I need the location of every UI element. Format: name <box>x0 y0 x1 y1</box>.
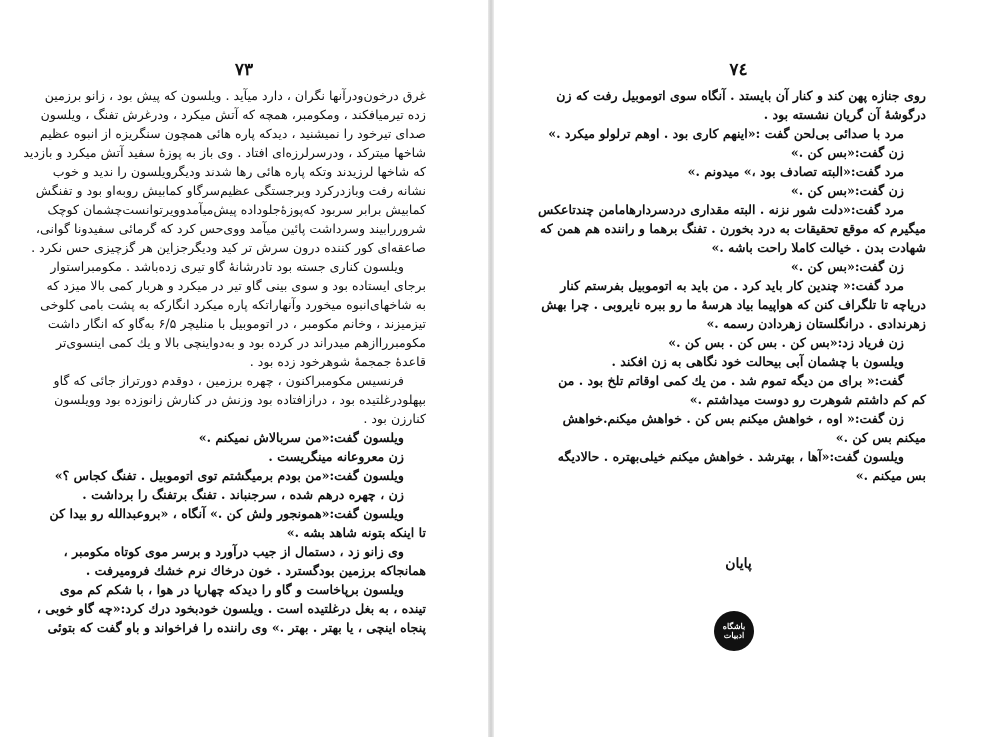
text-line: ویلسون برپاخاست و گاو را دیدکه چهارپا در هوا ، با شکم کم موی <box>59 582 404 597</box>
text-line: مکومبرراازهم میدراند در کرده بود و به‌دواینچی بالا و یك کمی اینسوی‌تر <box>55 335 426 350</box>
text-line: تیزمیزند ، وخانم مکومبر ، در اتوموبیل با منلیچر ۶/۵ به‌گاو که انگار داشت <box>47 316 426 331</box>
publisher-logo-line1: باشگاه <box>722 621 746 631</box>
text-line: زن گفت:« اوه ، خواهش میکنم بس کن . خواهش میکنم.خواهش <box>562 411 904 426</box>
text-line: پنجاه اینچی ، یا بهتر . بهتر .» وی راننده را فراخواند و باو گفت که بتوئی <box>47 620 426 635</box>
text-line: صاعقه‌ای کور کننده درون سرش تر کید ودیگرجزاین هر گزچیزی حس نکرد . <box>31 240 426 255</box>
text-line: تینده ، به بغل درغلتیده است . ویلسون خودبخود درك کرد:«چه گاو خوبی ، <box>36 601 426 616</box>
text-line: بپهلودرغلتیده بود ، درازافتاده بود وزنش در کنارش زانوزده بود وویلسون <box>54 392 426 407</box>
text-line: غرق درخون‌ودرآنها نگران ، دارد میآید . ویلسون که پیش بود ، زانو برزمین <box>44 88 426 103</box>
publisher-logo-icon <box>714 611 754 651</box>
text-line: کنارزن بود . <box>363 411 426 426</box>
left-page-text <box>23 86 426 637</box>
left-page-number: ۷۳ <box>234 60 254 80</box>
text-line: به شاخهای‌انبوه میخورد وآنهاراتکه پاره میکرد انگارکه به پشت بامی کلوخی <box>40 297 426 312</box>
right-page-text <box>538 86 926 485</box>
text-line: کمابیش برابر سربود که‌پوزهٔ‌جلوداده پیش‌میآمدوویرتوانست‌چشمان کوچک <box>47 202 426 217</box>
text-line: شروررابیند وسرداشت پائین میآمد ووی‌حس کرد که گرمائی سفیدونا گوانی، <box>35 221 426 236</box>
text-line: زده تیرمیافکند ، ومکومبر، همچه که آتش میکرد ، ودرغرش تفنگ ، ویلسون <box>40 107 426 122</box>
text-line: زهرندادی . درانگلستان زهردادن رسمه .» <box>706 316 926 331</box>
text-line: دریاچه تا تلگراف کنن که هواپیما بیاد هرسهٔ ما رو ببره نایروبی . چرا بهش <box>541 297 926 312</box>
text-line: مرد با صدائی بی‌لحن گفت :«اینهم کاری بود . اوهم ترلولو میکرد .» <box>548 126 904 141</box>
text-line: ویلسون گفت:«آها ، بهترشد . خواهش میکنم خیلی‌بهتره . حالادیگه <box>557 449 904 464</box>
right-page <box>494 0 983 737</box>
text-line: ویلسون با چشمان آبی بیحالت خود نگاهی به زن افکند . <box>611 354 904 369</box>
text-line: شهادت بدن . خیالت کاملا راحت باشه .» <box>711 240 926 255</box>
text-line: نشانه رفت وبازدرکرد وبرجستگی عظیم‌سرگاو کمابیش روبه‌او بود و تفنگش <box>35 183 426 198</box>
left-page <box>0 0 488 737</box>
text-line: ویلسون گفت:«همونجور ولش کن .» آنگاه ، «بروعبدالله رو بیدا کن <box>49 506 404 521</box>
end-label: پایان <box>725 556 752 572</box>
publisher-logo-line2: ادبیات <box>723 630 745 640</box>
text-line: زن ، چهره درهم شده ، سرجنباند . تفنگ برتفنگ را برداشت . <box>82 487 404 502</box>
text-line: مرد گفت:« چندین کار باید کرد . من باید به اتوموبیل بفرستم کنار <box>560 278 904 293</box>
text-line: برجای ایستاده بود و سوی بینی گاو تیر در میکرد و هربار کمی بالا میزد که <box>46 278 426 293</box>
text-line: زن گفت:«بس کن .» <box>790 145 904 160</box>
text-line: ویلسون کناری جسته بود تادرشانهٔ گاو تیری زده‌باشد . مکومبراستوار <box>50 259 404 274</box>
right-page-number: ۷٤ <box>729 60 748 80</box>
text-line: ویلسون گفت:«من بودم برمیگشتم توی اتوموبیل . تفنگ کجاس ؟» <box>54 468 404 483</box>
text-line: که شاخها لرزیدند وتکه پاره هائی رها شدند ودیگرویلسون را ندید و خوب <box>52 164 426 179</box>
text-line: کم کم داشتم شوهرت رو دوست میداشتم .» <box>689 392 926 407</box>
text-line: تا اینکه بتونه شاهد بشه .» <box>286 525 426 540</box>
text-line: فرنسیس مکومبراکنون ، چهره برزمین ، دوقدم دورتراز جائی که گاو <box>53 373 404 388</box>
text-line: میکنم بس کن .» <box>835 430 926 445</box>
text-line: گفت:« برای من دیگه تموم شد . من یك کمی اوقاتم تلخ بود . من <box>558 373 904 388</box>
text-line: شاخها میترکد ، ودرسرلرزه‌ای افتاد . وی باز به پوزهٔ سفید آتش میکرد و بازدید <box>23 145 426 160</box>
text-line: زن گفت:«بس کن .» <box>790 183 904 198</box>
text-line: قاعدهٔ جمجمهٔ شوهرخود زده بود . <box>249 354 426 369</box>
text-line: روی جنازه پهن کند و کنار آن بایستد . آنگاه سوی اتوموبیل رفت که زن <box>556 88 926 103</box>
text-line: همانجاکه برزمین بودگسترد . خون درخاك نرم خشك فرومیرفت . <box>85 563 426 578</box>
text-line: میگیرم که موقع تحقیقات به درد بخورن . تفنگ برهما و راننده هم همن که <box>539 221 926 236</box>
text-line: زن گفت:«بس کن .» <box>790 259 904 274</box>
text-line: درگوشهٔ آن گریان نشسته بود . <box>763 107 926 122</box>
text-line: ویلسون گفت:«من سربالاش نمیکنم .» <box>198 430 404 445</box>
text-line: مرد گفت:«دلت شور نزنه . البته مقداری دردسردارهامامن چندتاعکس <box>538 202 904 217</box>
text-line: زن معروعانه مینگریست . <box>268 449 404 464</box>
text-line: بس میکنم .» <box>855 468 926 483</box>
text-line: زن فریاد زد:«بس کن . بس کن . بس کن .» <box>668 335 904 350</box>
text-line: صدای تیرخود را نمیشنید ، دیدکه پاره هائی همچون سنگریزه از انبوه عظیم <box>39 126 426 141</box>
text-line: مرد گفت:«البته تصادف بود ،» میدونم .» <box>687 164 904 179</box>
text-line: وی زانو زد ، دستمال از جیب درآورد و برسر موی کوتاه مکومبر ، <box>63 544 404 559</box>
